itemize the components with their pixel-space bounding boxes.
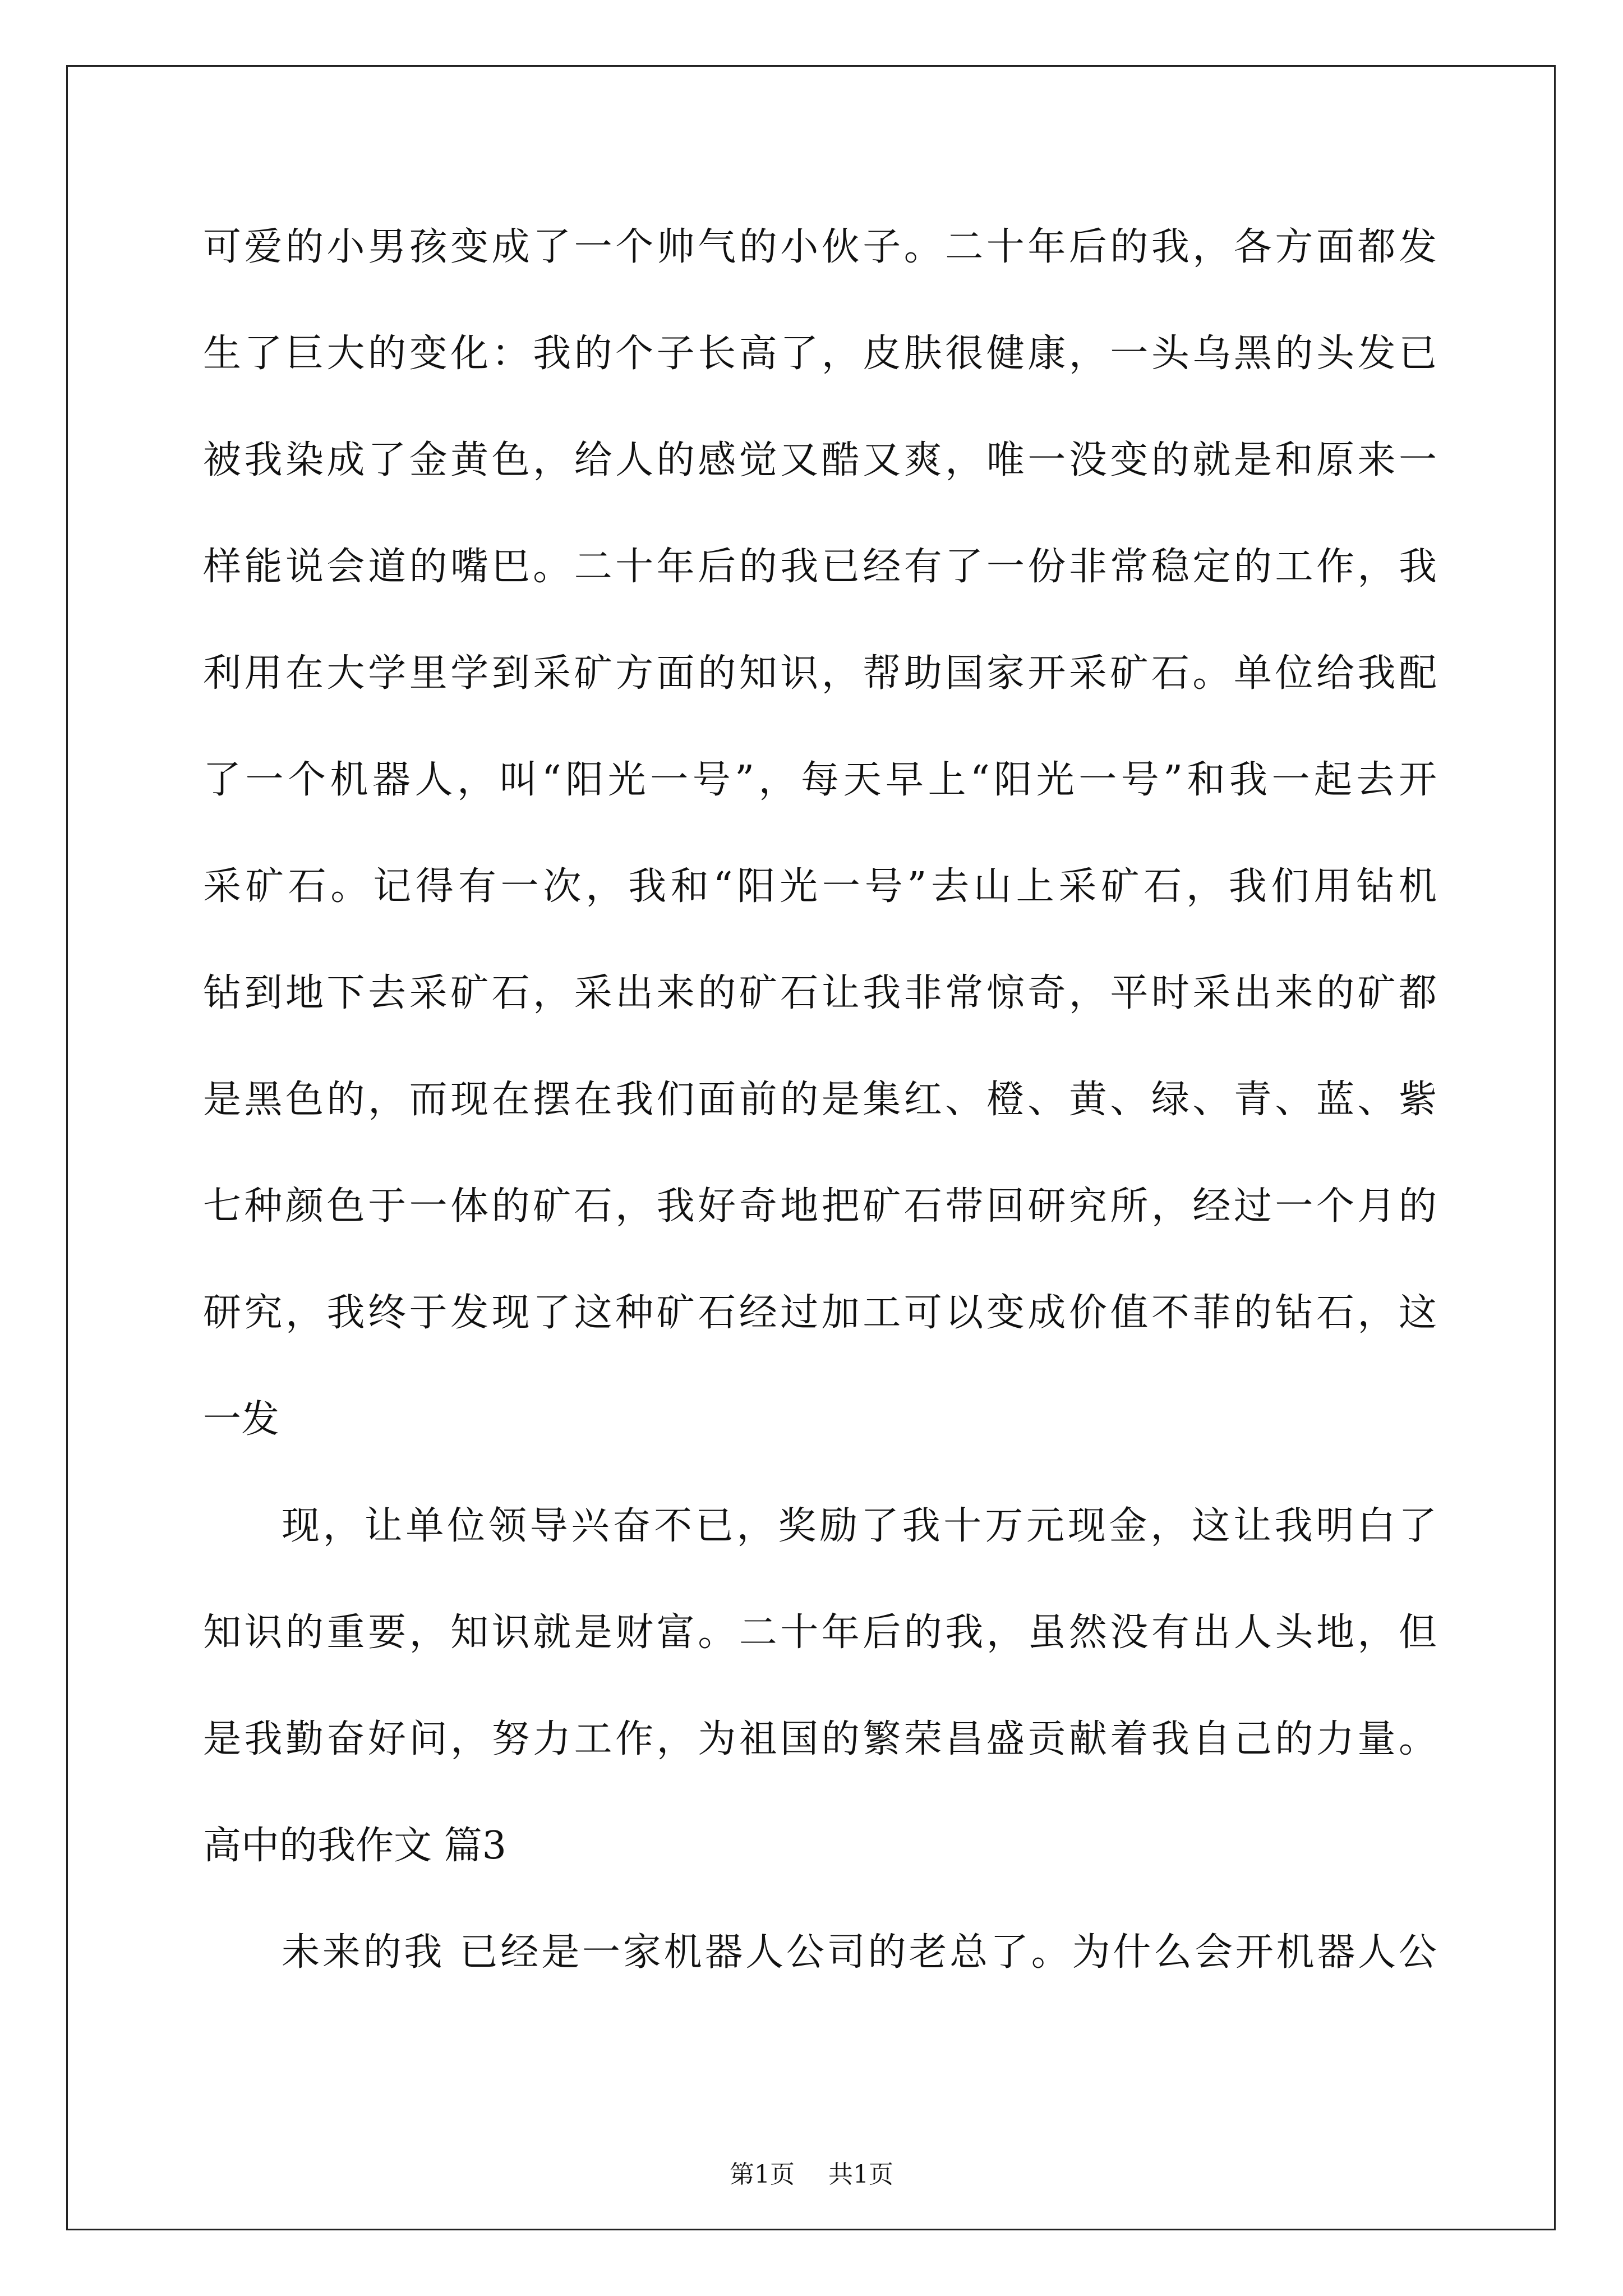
text-line: 生了巨大的变化：我的个子长高了，皮肤很健康，一头乌黑的头发已 (203, 332, 1437, 376)
paragraph-start-line: 未来的我 已经是一家机器人公司的老总了。为什么会开机器人公 (282, 1930, 1437, 1975)
text-line: 了一个机器人，叫“阳光一号”，每天早上“阳光一号”和我一起去开 (203, 758, 1437, 802)
text-line: 钻到地下去采矿石，采出来的矿石让我非常惊奇，平时采出来的矿都 (203, 971, 1437, 1015)
text-line: 是我勤奋好问，努力工作，为祖国的繁荣昌盛贡献着我自己的力量。 (203, 1717, 1437, 1761)
document-body (203, 208, 1437, 2019)
paragraph-start-line: 现，让单位领导兴奋不已，奖励了我十万元现金，这让我明白了 (282, 1504, 1437, 1548)
page-number: 第1页 (730, 2160, 795, 2189)
section-heading: 高中的我作文 篇3 (203, 1824, 506, 1868)
page-total: 共1页 (828, 2160, 893, 2189)
text-line: 知识的重要，知识就是财富。二十年后的我，虽然没有出人头地，但 (203, 1611, 1437, 1655)
text-line: 采矿石。记得有一次，我和“阳光一号”去山上采矿石，我们用钻机 (203, 864, 1437, 909)
text-line: 一发 (203, 1397, 280, 1442)
text-line: 样能说会道的嘴巴。二十年后的我已经有了一份非常稳定的工作，我 (203, 545, 1437, 589)
text-line: 被我染成了金黄色，给人的感觉又酷又爽，唯一没变的就是和原来一 (203, 438, 1437, 482)
text-line: 是黑色的，而现在摆在我们面前的是集红、橙、黄、绿、青、蓝、紫 (203, 1078, 1437, 1122)
text-line: 可爱的小男孩变成了一个帅气的小伙子。二十年后的我，各方面都发 (203, 225, 1437, 269)
text-line: 七种颜色于一体的矿石，我好奇地把矿石带回研究所，经过一个月的 (203, 1184, 1437, 1228)
page-footer (0, 2154, 1623, 2190)
text-line: 研究，我终于发现了这种矿石经过加工可以变成价值不菲的钻石，这 (203, 1291, 1437, 1335)
text-line: 利用在大学里学到采矿方面的知识，帮助国家开采矿石。单位给我配 (203, 651, 1437, 696)
